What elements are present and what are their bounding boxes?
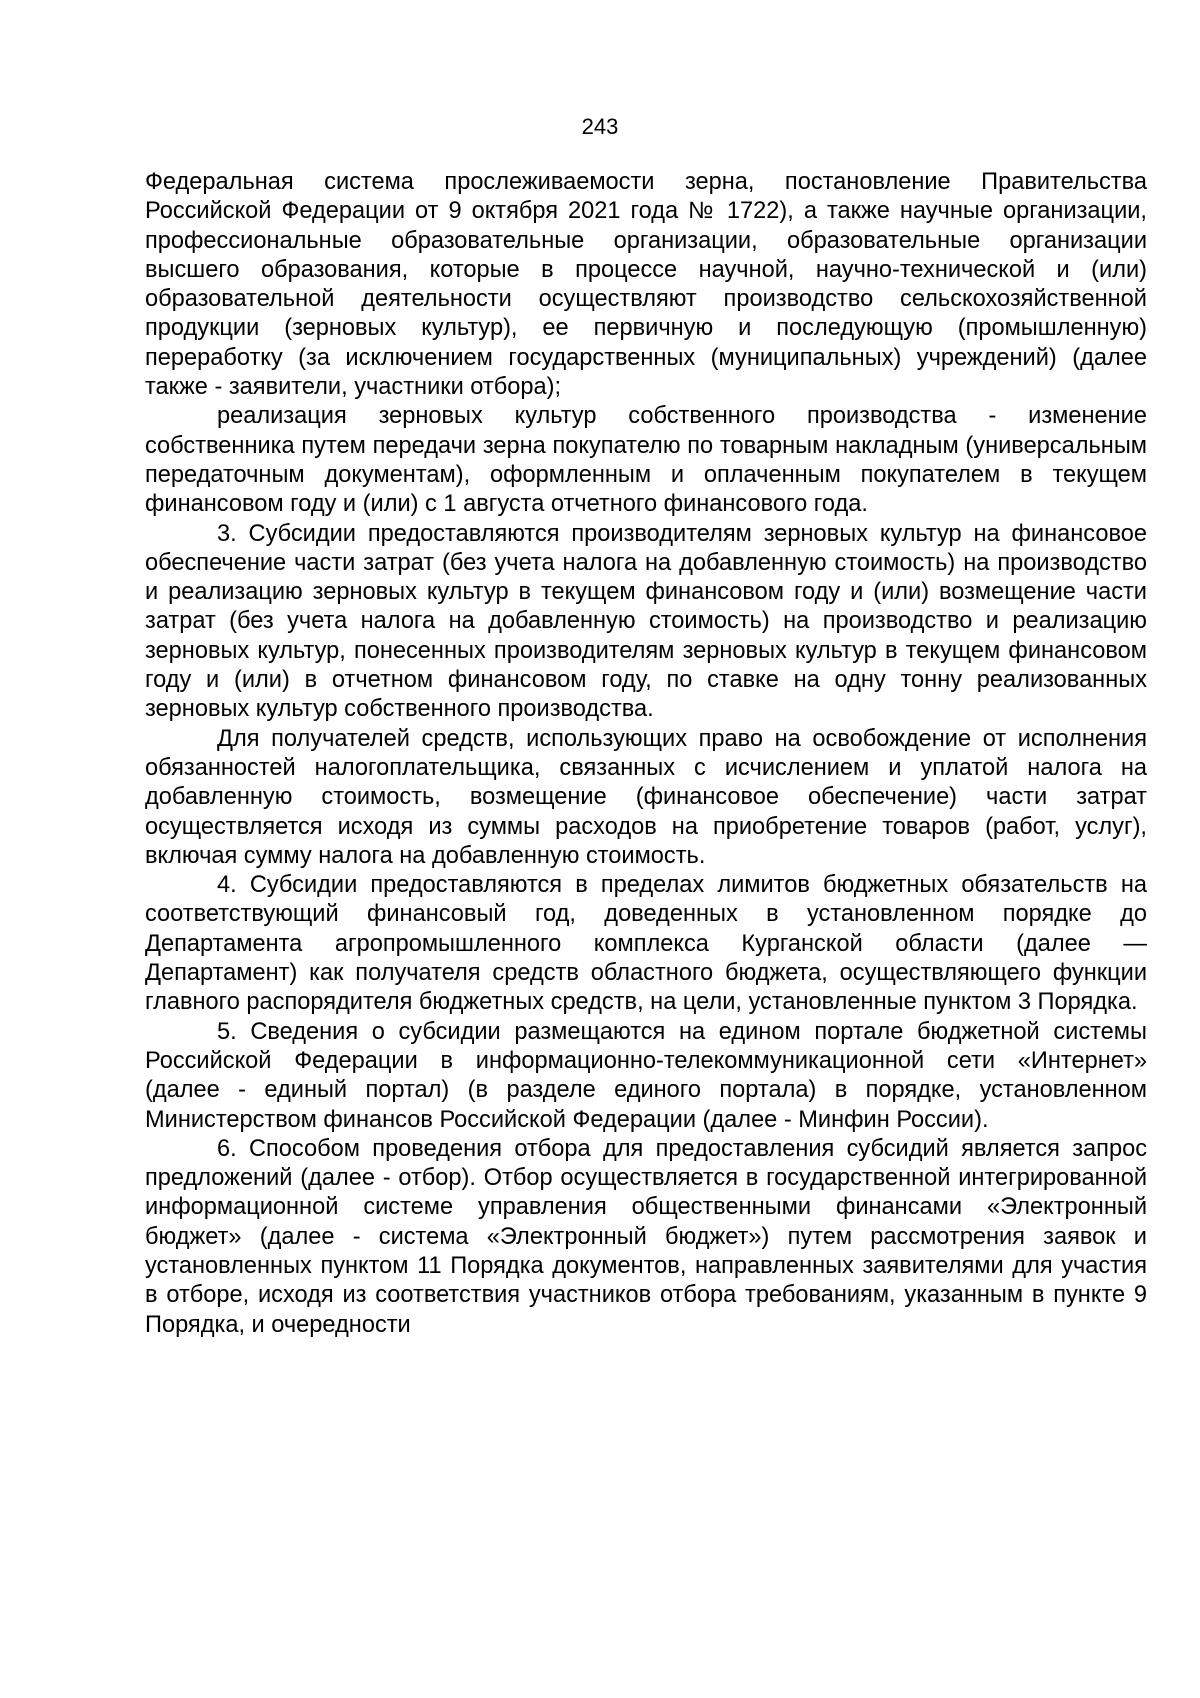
- paragraph-item-6: 6. Способом проведения отбора для предоставления субсидий является запрос предложений (далее - отбор). Отбор осуществляется в государственной интегрированной информационной системе управления общественными финансами «Электронный бюджет» (далее - система «Электронный бюджет») путем рассмотрения заявок и установленных пунктом 11 Порядка документов, направленных заявителями для участия в отборе, исходя из соответствия участников отбора требованиям, указанным в пункте 9 Порядка, и очередности: [145, 1135, 1147, 1338]
- page-number: 243: [581, 114, 619, 139]
- paragraph-vat-exemption: Для получателей средств, использующих право на освобождение от исполнения обязанностей налогоплательщика, связанных с исчислением и уплатой налога на добавленную стоимость, возмещение (финансовое обеспечение) части затрат осуществляется исходя из суммы расходов на приобретение товаров (работ, услуг), включая сумму налога на добавленную стоимость.: [145, 725, 1147, 869]
- paragraph-item-4: 4. Субсидии предоставляются в пределах лимитов бюджетных обязательств на соответствующий финансовый год, доведенных в установленном порядке до Департамента агропромышленного комплекса Курганской области (далее — Департамент) как получателя средств областного бюджета, осуществляющего функции главного распорядителя бюджетных средств, на цели, установленные пунктом 3 Порядка.: [145, 872, 1147, 1016]
- document-body: [145, 168, 1147, 1340]
- paragraph-continuation: Федеральная система прослеживаемости зерна, постановление Правительства Российской Федерации от 9 октября 2021 года № 1722), а также научные организации, профессиональные образовательные организации, образовательные организации высшего образования, которые в процессе научной, научно-технической и (или) образовательной деятельности осуществляют производство сельскохозяйственной продукции (зерновых культур), ее первичную и последующую (промышленную) переработку (за исключением государственных (муниципальных) учреждений) (далее также - заявители, участники отбора);: [145, 169, 1147, 401]
- paragraph-item-5: 5. Сведения о субсидии размещаются на едином портале бюджетной системы Российской Федерации в информационно-телекоммуникационной сети «Интернет» (далее - единый портал) (в разделе единого портала) в порядке, установленном Министерством финансов Российской Федерации (далее - Минфин России).: [145, 1018, 1147, 1133]
- paragraph-item-3: 3. Субсидии предоставляются производителям зерновых культур на финансовое обеспечение части затрат (без учета налога на добавленную стоимость) на производство и реализацию зерновых культур в текущем финансовом году и (или) возмещение части затрат (без учета налога на добавленную стоимость) на производство и реализацию зерновых культур, понесенных производителям зерновых культур в текущем финансовом году и (или) в отчетном финансовом году, по ставке на одну тонну реализованных зерновых культур собственного производства.: [145, 520, 1147, 723]
- paragraph-definition-realization: реализация зерновых культур собственного производства - изменение собственника путем передачи зерна покупателю по товарным накладным (универсальным передаточным документам), оформленным и оплаченным покупателем в текущем финансовом году и (или) с 1 августа отчетного финансового года.: [145, 403, 1147, 518]
